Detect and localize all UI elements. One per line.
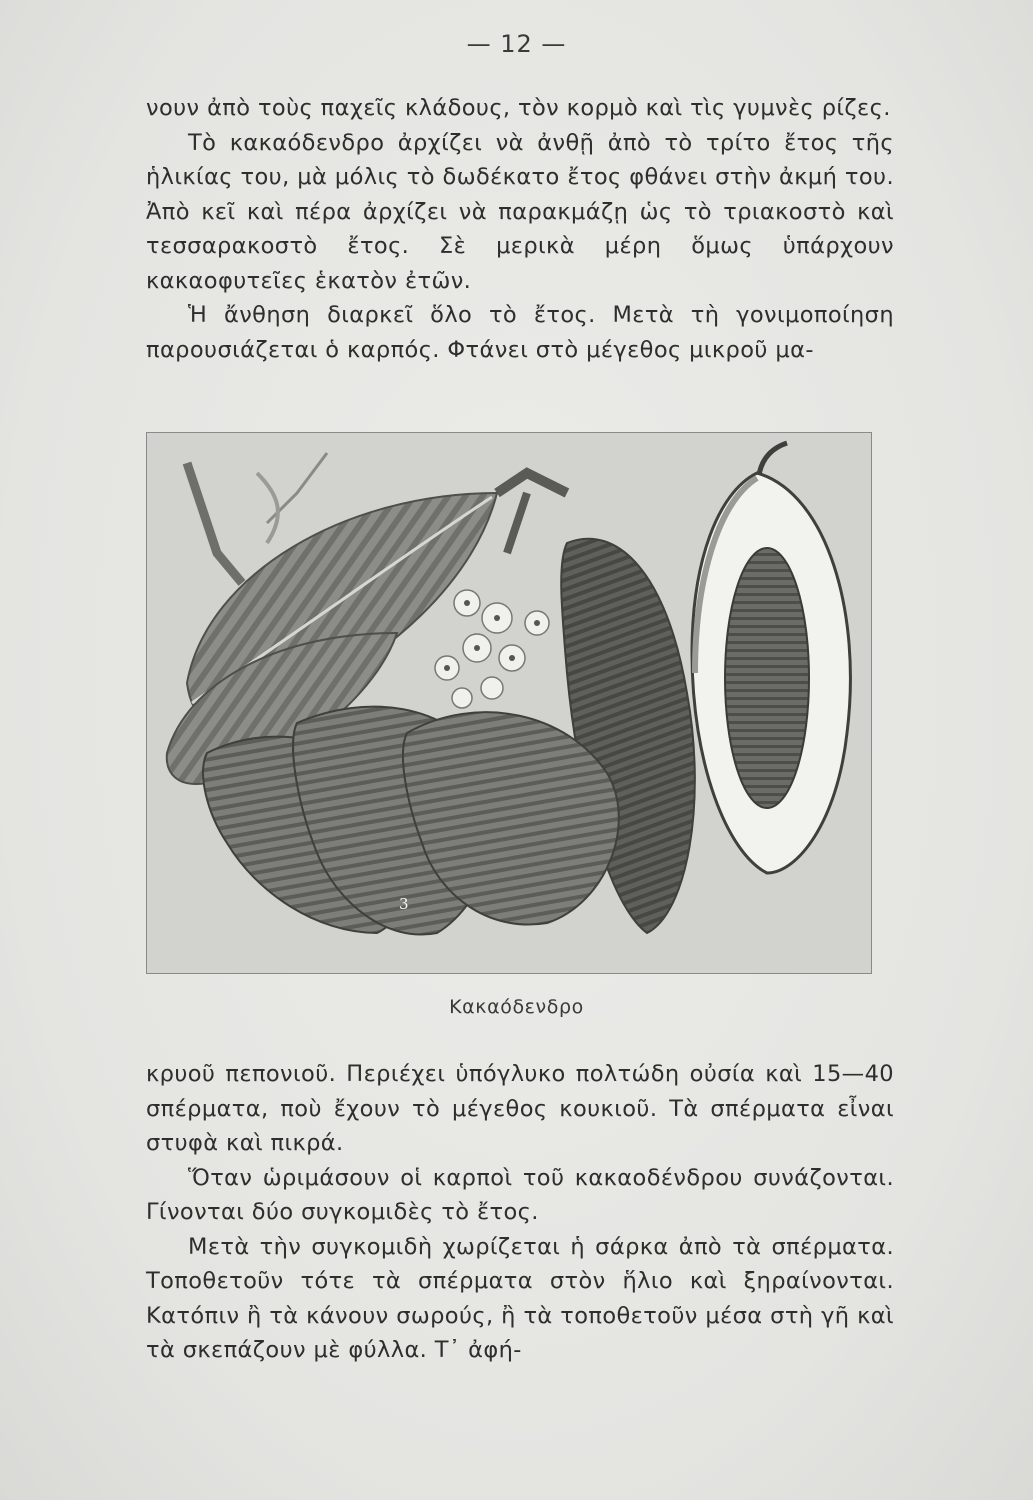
- top-text-block: [146, 91, 894, 367]
- paragraph: Ἡ ἄνθηση διαρκεῖ ὅλο τὸ ἔτος. Μετὰ τὴ γονιμοποίηση παρουσιάζεται ὁ καρπός. Φτάνει στὸ μέγεθος μικροῦ μα-: [146, 302, 894, 363]
- paragraph: Ὅταν ὡριμάσουν οἱ καρποὶ τοῦ κακαοδένδρου συνάζονται. Γίνονται δύο συγκομιδὲς τὸ ἔτος.: [146, 1164, 894, 1225]
- page-number: — 12 —: [466, 30, 567, 58]
- paragraph-continuation: νουν ἀπὸ τοὺς παχεῖς κλάδους, τὸν κορμὸ καὶ τὶς γυμνὲς ρίζες.: [146, 95, 891, 121]
- figure-caption: Κακαόδενδρο: [449, 996, 584, 1018]
- paragraph: Μετὰ τὴν συγκομιδὴ χωρίζεται ἡ σάρκα ἀπὸ τὰ σπέρματα. Τοποθετοῦν τότε τὰ σπέρματα στὸν ἥλιο καὶ ξηραίνονται. Κατόπιν ἢ τὰ κάνουν σωρούς, ἢ τὰ τοποθετοῦν μέσα στὴ γῆ καὶ τὰ σκεπάζουν μὲ φύλλα. Τ᾽ ἀφή-: [146, 1233, 894, 1363]
- cacao-illustration-drawing: [147, 433, 871, 973]
- paragraph: Τὸ κακαόδενδρο ἀρχίζει νὰ ἀνθῇ ἀπὸ τὸ τρίτο ἔτος τῆς ἡλικίας του, μὰ μόλις τὸ δωδέκατο ἔτος φθάνει στὴν ἀκμή του. Ἀπὸ κεῖ καὶ πέρα ἀρχίζει νὰ παρακμάζῃ ὡς τὸ τριακοστὸ καὶ τεσσαρακοστὸ ἔτος. Σὲ μερικὰ μέρη ὅμως ὑπάρχουν κακαοφυτεῖες ἑκατὸν ἐτῶν.: [146, 129, 894, 294]
- cacao-tree-illustration: [146, 432, 872, 974]
- figure-number-label: 3: [399, 895, 409, 913]
- bottom-text-block: [146, 1057, 894, 1368]
- paragraph-continuation: κρυοῦ πεπονιοῦ. Περιέχει ὑπόγλυκο πολτώδη οὐσία καὶ 15—40 σπέρματα, ποὺ ἔχουν τὸ μέγεθος κουκιοῦ. Τὰ σπέρματα εἶναι στυφὰ καὶ πικρά.: [146, 1061, 894, 1156]
